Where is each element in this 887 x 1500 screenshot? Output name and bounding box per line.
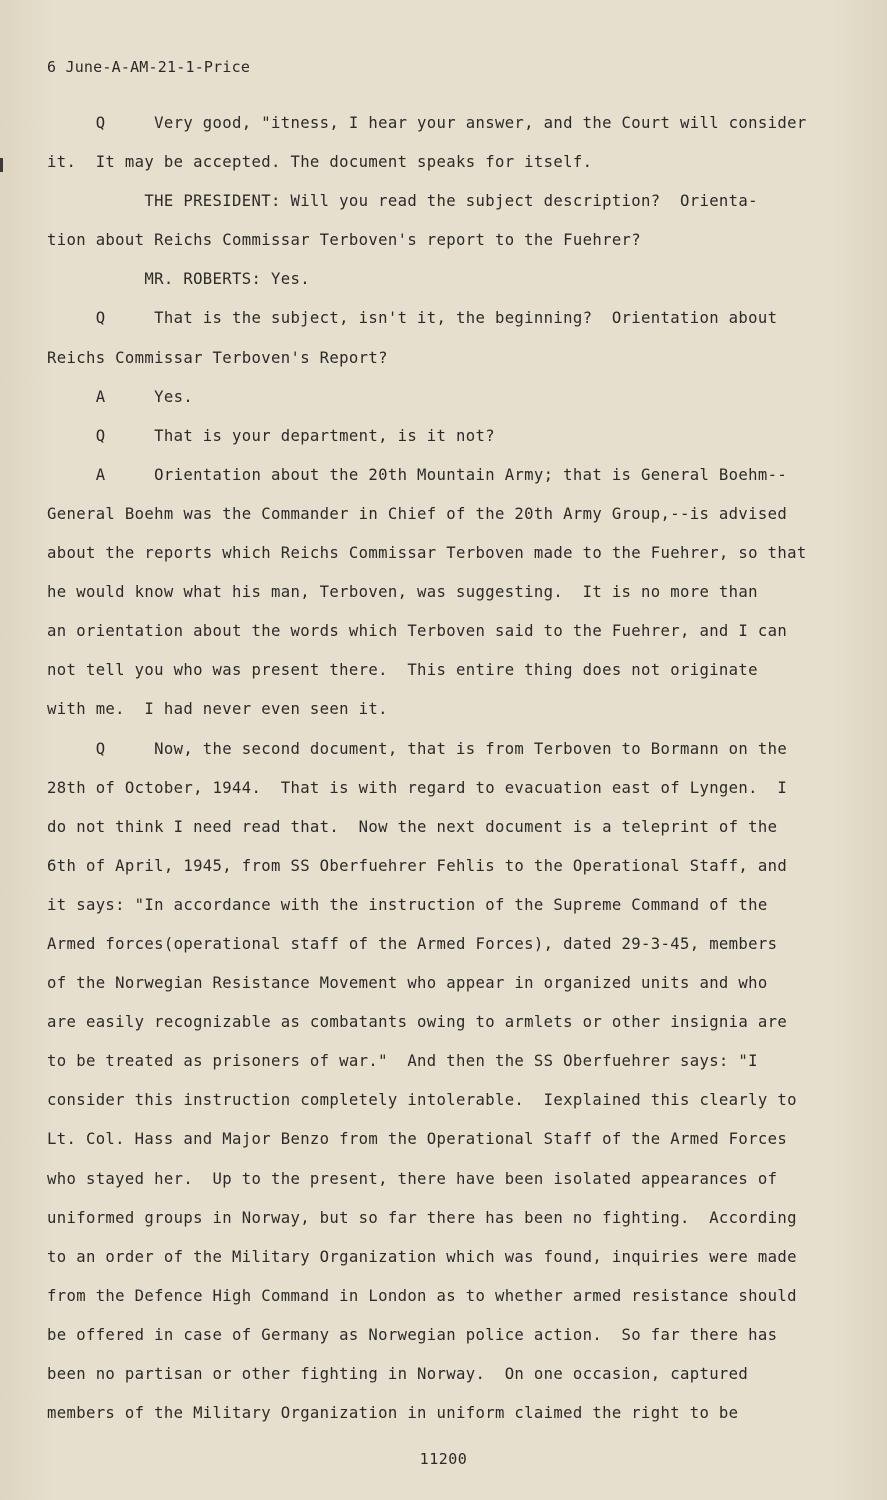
text-line: to an order of the Military Organization which was found, inquiries were made [47, 1247, 797, 1266]
transcript-body [47, 109, 807, 1438]
text-line: members of the Military Organization in uniform claimed the right to be [47, 1404, 739, 1423]
text-line: it. It may be accepted. The document speaks for itself. [47, 153, 593, 172]
text-line: A Orientation about the 20th Mountain Army; that is General Boehm-- [47, 465, 788, 484]
text-line: who stayed her. Up to the present, there have been isolated appearances of [47, 1169, 778, 1188]
text-line: been no partisan or other fighting in Norway. On one occasion, captured [47, 1365, 749, 1383]
text-line: an orientation about the words which Terboven said to the Fuehrer, and I can [47, 622, 788, 641]
page-header: 6 June-A-AM-21-1-Price [47, 58, 251, 76]
text-line: Lt. Col. Hass and Major Benzo from the Operational Staff of the Armed Forces [47, 1130, 788, 1149]
text-line: Reichs Commissar Terboven's Report? [47, 348, 388, 367]
text-line: he would know what his man, Terboven, was suggesting. It is no more than [47, 583, 758, 602]
text-line: consider this instruction completely intolerable. Iexplained this clearly to [47, 1091, 797, 1110]
text-line: from the Defence High Command in London as to whether armed resistance should [47, 1286, 797, 1305]
text-line: 28th of October, 1944. That is with regard to evacuation east of Lyngen. I [47, 778, 788, 797]
text-line: A Yes. [47, 387, 194, 406]
text-line: are easily recognizable as combatants owing to armlets or other insignia are [47, 1013, 788, 1032]
text-line: of the Norwegian Resistance Movement who appear in organized units and who [47, 974, 768, 993]
text-line: Q That is your department, is it not? [47, 426, 495, 445]
text-line: do not think I need read that. Now the next document is a teleprint of the [47, 817, 778, 836]
text-line: MR. ROBERTS: Yes. [47, 270, 310, 289]
margin-mark [0, 158, 3, 172]
text-line: Q That is the subject, isn't it, the beginning? Orientation about [47, 309, 778, 328]
text-line: about the reports which Reichs Commissar Terboven made to the Fuehrer, so that [47, 544, 807, 563]
text-line: uniformed groups in Norway, but so far there has been no fighting. According [47, 1208, 797, 1227]
text-line: Q Very good, "itness, I hear your answer, and the Court will consider [47, 114, 807, 132]
text-line: 6th of April, 1945, from SS Oberfuehrer Fehlis to the Operational Staff, and [47, 856, 788, 875]
page-number: 11200 [419, 1450, 468, 1468]
text-line: tion about Reichs Commissar Terboven's report to the Fuehrer? [47, 231, 642, 250]
text-line: to be treated as prisoners of war." And then the SS Oberfuehrer says: "I [47, 1052, 758, 1071]
text-line: General Boehm was the Commander in Chief of the 20th Army Group,--is advised [47, 504, 788, 523]
text-line: Q Now, the second document, that is from Terboven to Bormann on the [47, 739, 788, 758]
text-line: THE PRESIDENT: Will you read the subject description? Orienta- [47, 192, 758, 211]
text-line: with me. I had never even seen it. [47, 700, 388, 719]
text-line: be offered in case of Germany as Norwegian police action. So far there has [47, 1325, 778, 1344]
text-line: it says: "In accordance with the instruction of the Supreme Command of the [47, 895, 768, 914]
text-line: Armed forces(operational staff of the Armed Forces), dated 29-3-45, members [47, 934, 778, 953]
text-line: not tell you who was present there. This entire thing does not originate [47, 661, 758, 680]
